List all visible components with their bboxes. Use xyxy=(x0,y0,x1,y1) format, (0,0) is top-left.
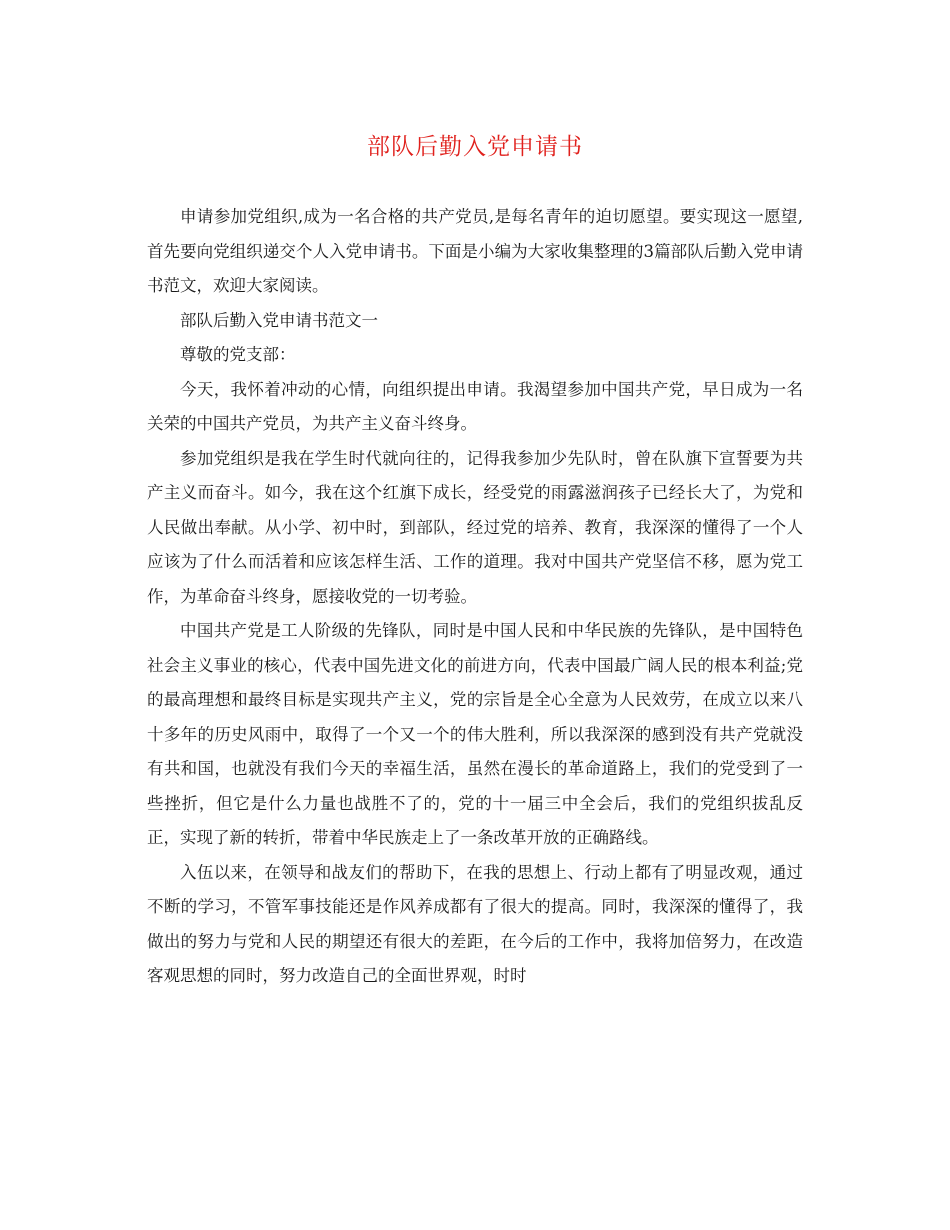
paragraph-body-2: 参加党组织是我在学生时代就向往的，记得我参加少先队时，曾在队旗下宣誓要为共产主义而奋斗。如今，我在这个红旗下成长，经受党的雨露滋润孩子已经长大了，为党和人民做出奉献。从小学、初中时，到部队，经过党的培养、教育，我深深的懂得了一个人应该为了什么而活着和应该怎样生活、工作的道理。我对中国共产党坚信不移，愿为党工作，为革命奋斗终身，愿接收党的一切考验。 xyxy=(147,448,803,606)
paragraph-salutation: 尊敬的党支部： xyxy=(180,345,296,364)
document-title: 部队后勤入党申请书 xyxy=(367,134,583,160)
paragraph-body-4: 入伍以来，在领导和战友们的帮助下，在我的思想上、行动上都有了明显改观，通过不断的学习，不管军事技能还是作风养成都有了很大的提高。同时，我深深的懂得了，我做出的努力与党和人民的期望还有很大的差距，在今后的工作中，我将加倍努力，在改造客观思想的同时，努力改造自己的全面世界观，时时 xyxy=(147,862,803,985)
paragraph-body-3: 中国共产党是工人阶级的先锋队，同时是中国人民和中华民族的先锋队，是中国特色社会主义事业的核心，代表中国先进文化的前进方向，代表中国最广阔人民的根本利益;党的最高理想和最终目标是实现共产主义，党的宗旨是全心全意为人民效劳，在成立以来八十多年的历史风雨中，取得了一个又一个的伟大胜利，所以我深深的感到没有共产党就没有共和国，也就没有我们今天的幸福生活，虽然在漫长的革命道路上，我们的党受到了一些挫折，但它是什么力量也战胜不了的，党的十一届三中全会后，我们的党组织拔乱反正，实现了新的转折，带着中华民族走上了一条改革开放的正确路线。 xyxy=(147,621,803,847)
document-body xyxy=(147,200,803,994)
paragraph-intro: 申请参加党组织,成为一名合格的共产党员,是每名青年的迫切愿望。要实现这一愿望,首先要向党组织递交个人入党申请书。下面是小编为大家收集整理的3篇部队后勤入党申请书范文，欢迎大家阅读。 xyxy=(147,207,803,295)
paragraph-section-heading: 部队后勤入党申请书范文一 xyxy=(180,310,378,330)
paragraph-body-1: 今天，我怀着冲动的心情，向组织提出申请。我渴望参加中国共产党，早日成为一名关荣的中国共产党员，为共产主义奋斗终身。 xyxy=(147,379,803,433)
